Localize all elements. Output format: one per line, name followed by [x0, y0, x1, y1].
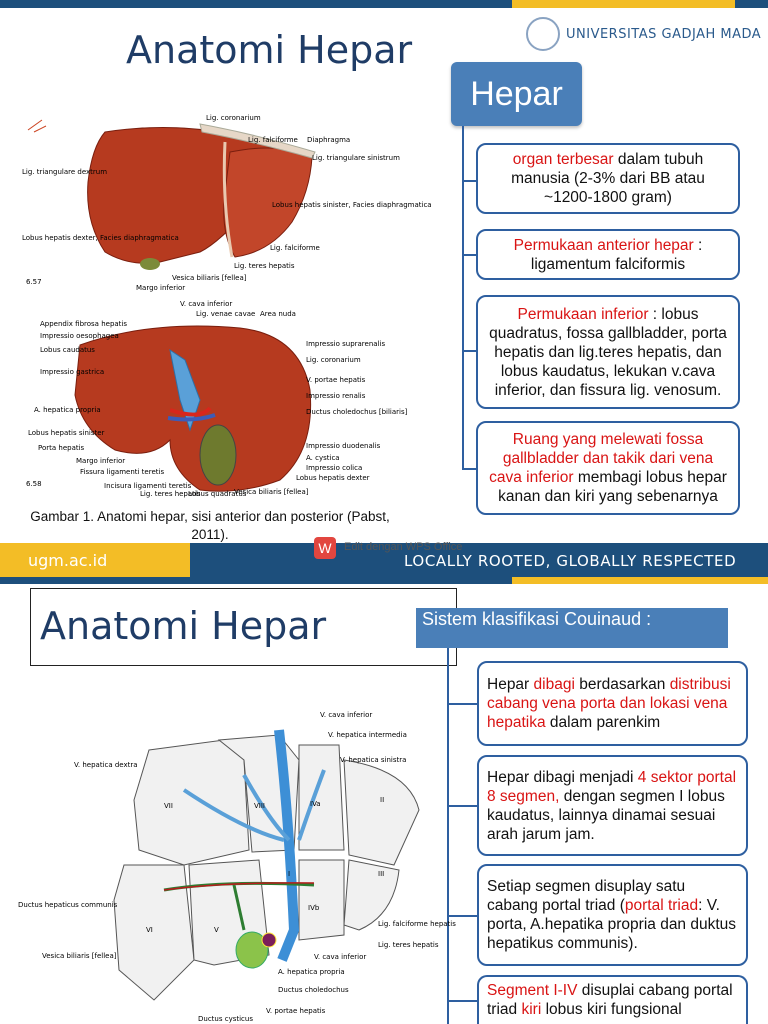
info-box-organ: [476, 143, 740, 214]
couinaud-box-1: [477, 661, 748, 746]
segment-label: IVa: [310, 800, 321, 808]
figure-label: Margo inferior: [76, 457, 126, 465]
figure-label: Lig. coronarium: [206, 114, 261, 122]
segment-label: IVb: [308, 904, 320, 912]
box-highlight: Ruang yang melewati fossa gallbladder dan takik dari vena cava inferior: [489, 431, 714, 486]
box-text: dengan segmen I lobus kaudatus, lainnya dinamai sesuai arah jarum jam.: [487, 787, 725, 843]
figure-label: Lobus quadratus: [188, 490, 247, 498]
figure-number: 6.58: [26, 480, 42, 488]
segment-label: V: [214, 926, 219, 934]
figure-label: Lig. venae cavae: [196, 310, 256, 318]
couinaud-header: Sistem klasifikasi Couinaud :: [416, 608, 728, 648]
box-highlight: organ terbesar: [512, 151, 614, 168]
figure-label: Incisura ligamenti teretis: [104, 482, 192, 490]
box-highlight: Permukaan inferior: [517, 305, 649, 323]
figure-label: Impressio colica: [306, 464, 363, 472]
segment-label: VII: [164, 802, 173, 810]
box-text: dalam tubuh manusia (2-3% dari BB atau ~1200-1800 gram): [511, 151, 705, 206]
figure-label: Impressio duodenalis: [306, 442, 381, 450]
segment-ivb: [299, 860, 344, 940]
figure-label: V. hepatica dextra: [74, 761, 138, 769]
gallbladder: [140, 258, 160, 270]
figure-label: Lobus hepatis sinister, Facies diaphragmatica: [272, 201, 432, 209]
couinaud-box-3: [477, 864, 748, 966]
box-text: : ligamentum falciformis: [530, 236, 703, 273]
figure-label: Lig. falciforme: [270, 244, 320, 252]
figure-label: V. portae hepatis: [306, 376, 366, 384]
portal-triad-circle: [262, 933, 276, 947]
segment-label: II: [380, 796, 385, 804]
tree-branch: [447, 915, 477, 917]
segment-iva: [299, 745, 344, 850]
footer-motto: LOCALLY ROOTED, GLOBALLY RESPECTED: [404, 552, 737, 570]
box-text: : V. porta, A.hepatika propria dan duktus hepatikus communis).: [487, 897, 737, 952]
figure-label: Ductus choledochus [biliaris]: [306, 408, 408, 416]
tree-branch: [447, 805, 477, 807]
footer-website[interactable]: ugm.ac.id: [28, 551, 108, 570]
couinaud-box-2: [477, 755, 748, 856]
figure-label: Lig. falciforme: [248, 136, 298, 144]
figure-label: V. hepatica sinistra: [340, 756, 407, 764]
top-accent-bar-2-yellow: [512, 577, 768, 584]
segment-label: VIII: [254, 802, 265, 810]
figure-label: Lobus caudatus: [40, 346, 95, 354]
university-name: UNIVERSITAS GADJAH MADA: [566, 27, 762, 42]
figure-number: 6.57: [26, 278, 42, 286]
figure-label: Impressio suprarenalis: [306, 340, 386, 348]
box-text: disuplai cabang portal triad: [487, 982, 733, 1018]
box-text: membagi lobus hepar kanan dan kiri yang sebenarnya: [498, 469, 727, 505]
figure-label: Lig. falciforme hepatis: [378, 920, 456, 928]
figure-label: V. hepatica intermedia: [328, 731, 407, 739]
info-box-inferior: [476, 295, 740, 409]
figure-label: Impressio renalis: [306, 392, 366, 400]
couinaud-box-4: [477, 975, 748, 1024]
segment-label: VI: [146, 926, 153, 934]
liver-posterior-figure: [20, 300, 408, 500]
figure-label: Lig. teres hepatis: [378, 941, 439, 949]
segment-vi: [114, 865, 194, 1000]
figure-label: Lobus hepatis dexter, Facies diaphragmatica: [22, 234, 179, 242]
figure-label: Ductus cysticus: [198, 1015, 253, 1023]
box-highlight: 4 sektor portal 8 segmen,: [487, 768, 737, 805]
figure-label: V. portae hepatis: [266, 1007, 326, 1015]
figure-label: Lobus hepatis sinister: [28, 429, 105, 437]
box-text: Setiap segmen disuplay satu cabang portal triad (: [487, 878, 686, 914]
figure-label: Lobus hepatis dexter: [296, 474, 370, 482]
info-box-fossa: [476, 421, 740, 515]
segment-label: III: [378, 870, 385, 878]
figure-label: Lig. coronarium: [306, 356, 361, 364]
tree-branch: [462, 180, 476, 182]
figure-label: A. hepatica propria: [34, 406, 101, 414]
box-text: Hepar dibagi menjadi: [487, 768, 638, 786]
figure-label: Fissura ligamenti teretis: [80, 468, 165, 476]
figure-label: Porta hepatis: [38, 444, 85, 452]
liver-anterior-figure: [20, 112, 432, 298]
box-highlight: Segment I-IV: [487, 982, 578, 999]
figure-label: Impressio oesophagea: [40, 332, 119, 340]
box-highlight: distribusi cabang vena porta dan lokasi vena hepatika: [487, 676, 731, 731]
wps-office-icon: W: [314, 537, 336, 559]
figure-label: Diaphragma: [307, 136, 351, 144]
box-text: Hepar: [487, 676, 534, 693]
hepar-header: Hepar: [451, 62, 582, 126]
figure-label: Area nuda: [260, 310, 296, 318]
figure-label: Lig. teres hepatis: [234, 262, 295, 270]
figure-label: A. hepatica propria: [278, 968, 345, 976]
box-text: dalam parenkim: [545, 714, 661, 731]
box-text: lobus kiri fungsional: [541, 1001, 682, 1018]
figure-label: V. cava inferior: [180, 300, 233, 308]
box-highlight: dibagi: [533, 676, 575, 693]
figure-label: Appendix fibrosa hepatis: [40, 320, 128, 328]
box-text: : lobus quadratus, fossa gallbladder, porta hepatis dan lig.teres hepatis, dan lobus kaudatus, lekukan v.cava inferior, dan fissura lig. venosum.: [489, 305, 727, 399]
segment-ii: [344, 760, 419, 865]
watermark-text: Edit dengan WPS Office: [344, 541, 463, 553]
tree-branch: [447, 1000, 477, 1002]
figure-label: Vesica biliaris [fellea]: [234, 488, 309, 496]
gallbladder-posterior: [200, 425, 236, 485]
segment-vii: [134, 740, 249, 865]
box-highlight: portal triad: [624, 897, 699, 914]
top-accent-bar-yellow: [512, 0, 735, 8]
figure-label: Impressio gastrica: [40, 368, 105, 376]
page-title-2: Anatomi Hepar: [40, 604, 327, 648]
figure-label: Lig. triangulare dextrum: [22, 168, 108, 176]
figure-label: V. cava inferior: [320, 711, 373, 719]
box-text: berdasarkan: [574, 676, 670, 693]
tree-branch: [447, 703, 477, 705]
page-title: Anatomi Hepar: [126, 28, 413, 72]
figure-label: Ductus choledochus: [278, 986, 349, 994]
box-highlight: kiri: [521, 1001, 542, 1018]
tree-connector: [462, 126, 464, 469]
info-box-anterior: [476, 229, 740, 280]
orientation-sketch-icon: [28, 120, 46, 132]
figure-label: Lig. teres hepatis: [140, 490, 201, 498]
figure-label: Lig. triangulare sinistrum: [312, 154, 400, 162]
tree-branch: [462, 468, 476, 470]
figure-label: Vesica biliaris [fellea]: [172, 274, 247, 282]
figure-label: Ductus hepaticus communis: [18, 901, 118, 909]
segment-label: I: [288, 870, 291, 878]
university-seal-icon: [526, 17, 560, 51]
figure-label: A. cystica: [306, 454, 340, 462]
box-highlight: Permukaan anterior hepar: [513, 236, 694, 254]
figure-label: Vesica biliaris [fellea]: [42, 952, 117, 960]
couinaud-segments-figure: [14, 700, 456, 1024]
figure-label: V. cava inferior: [314, 953, 367, 961]
figure-label: Margo inferior: [136, 284, 186, 292]
tree-branch: [462, 350, 476, 352]
figure-caption: Gambar 1. Anatomi hepar, sisi anterior dan posterior (Pabst, 2011).: [30, 509, 390, 542]
tree-branch: [462, 254, 476, 256]
